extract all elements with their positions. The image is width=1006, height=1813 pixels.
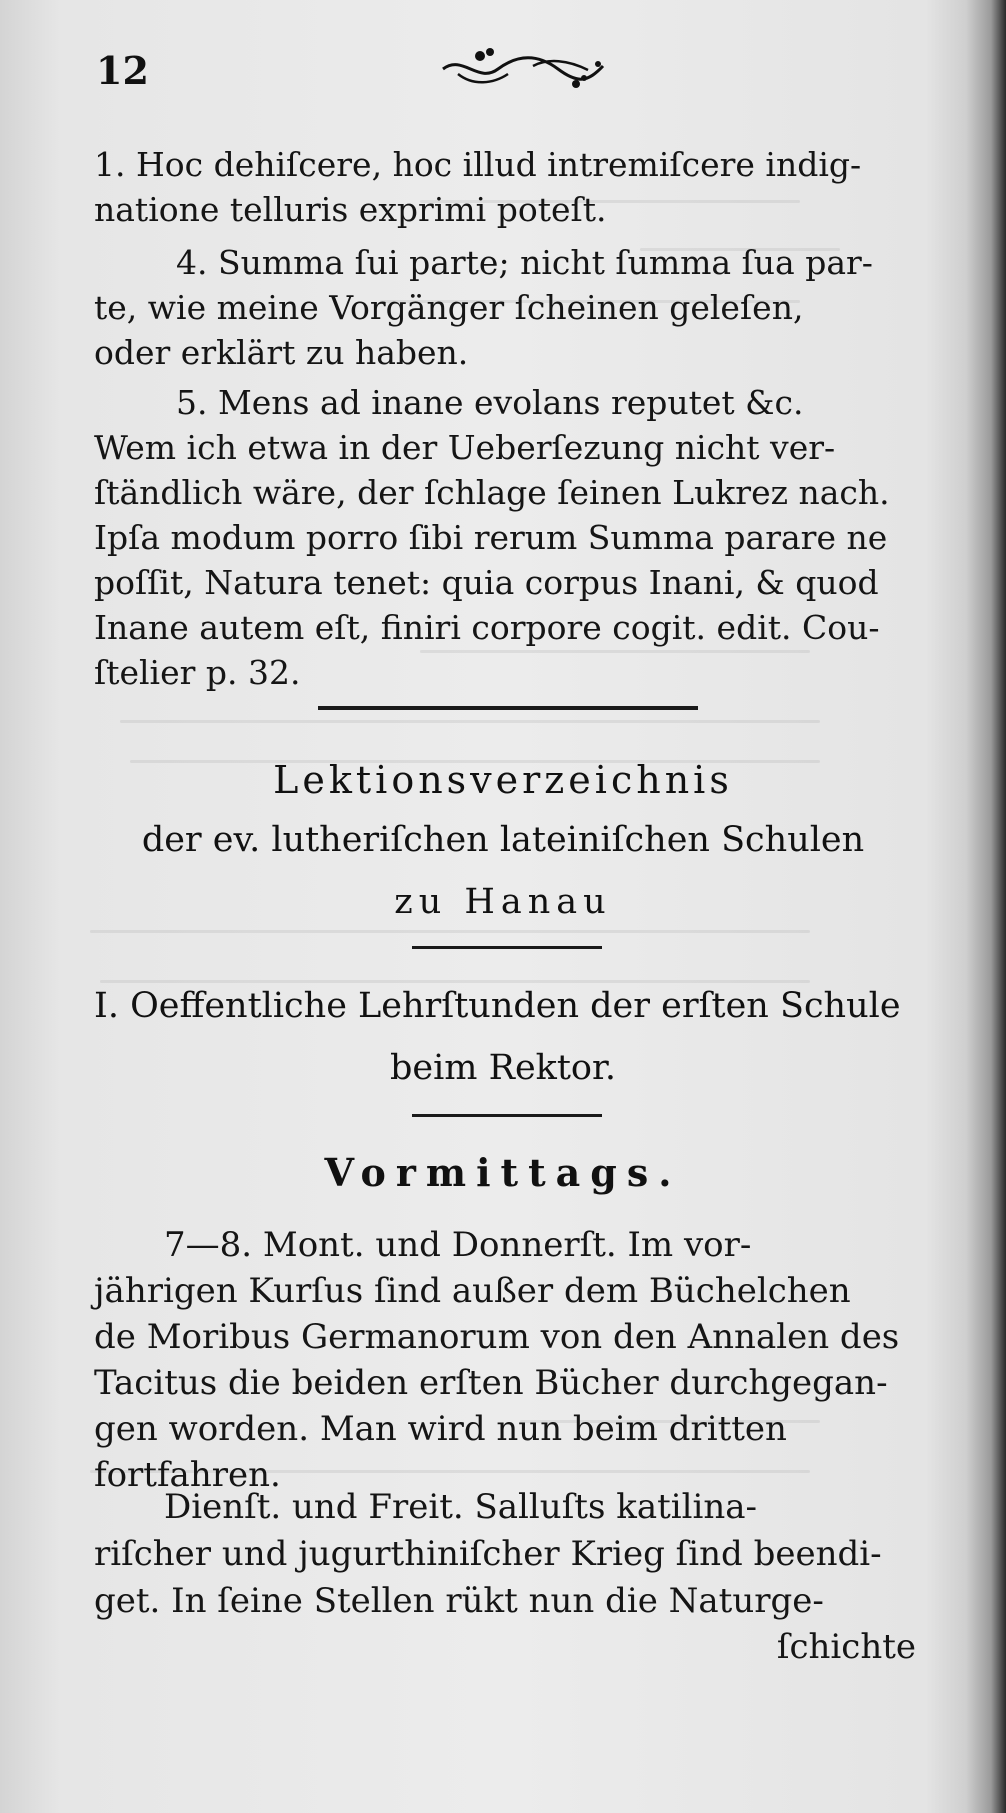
title-line-3: zu Hanau bbox=[394, 882, 612, 922]
note-5-line-7: ſtelier p. 32. bbox=[94, 653, 301, 692]
short-rule-2 bbox=[412, 1114, 602, 1117]
title-line-2: der ev. lutheriſchen lateiniſchen Schulen bbox=[141, 820, 865, 860]
paragraph-2-line-1: Dienſt. und Freit. Salluſts katilina- bbox=[164, 1487, 758, 1527]
note-5-line-4: Ipſa modum porro ſibi rerum Summa parare ne bbox=[94, 518, 888, 557]
note-5-line-3: ſtändlich wäre, der ſchlage ſeinen Lukrez nach. bbox=[94, 473, 890, 512]
note-5 bbox=[94, 380, 916, 695]
note-4-line-2: te, wie meine Vorgänger ſcheinen geleſen, bbox=[94, 288, 804, 327]
paragraph-2 bbox=[94, 1484, 916, 1625]
note-5-line-5: poſſit, Natura tenet: quia corpus Inani, & quod bbox=[94, 563, 879, 602]
paragraph-1-line-3: de Moribus Germanorum von den Annalen des bbox=[94, 1317, 900, 1357]
note-1 bbox=[94, 142, 916, 232]
paragraph-1-line-6: fortfahren. bbox=[94, 1455, 281, 1495]
note-1-line-1: 1. Hoc dehiſcere, hoc illud intremiſcere indig- bbox=[94, 145, 862, 184]
note-4 bbox=[94, 240, 916, 375]
section-heading-line-2: beim Rektor. bbox=[389, 1048, 617, 1088]
paragraph-2-line-3: get. In ſeine Stellen rükt nun die Naturge- bbox=[94, 1581, 824, 1621]
note-5-line-6: Inane autem eſt, finiri corpore cogit. edit. Cou- bbox=[94, 608, 880, 647]
paragraph-2-line-2: riſcher und jugurthiniſcher Krieg ſind beendi- bbox=[94, 1534, 882, 1574]
page-number: 12 bbox=[96, 48, 149, 93]
paragraph-1-line-1: 7—8. Mont. und Donnerſt. Im vor- bbox=[164, 1225, 752, 1265]
paragraph-1-line-2: jährigen Kurſus ſind außer dem Büchelchen bbox=[94, 1271, 851, 1311]
note-5-line-1: 5. Mens ad inane evolans reputet &c. bbox=[176, 383, 804, 422]
floral-ornament-icon bbox=[438, 44, 608, 94]
subheading: Vormittags. bbox=[324, 1150, 682, 1195]
catchword: ſchichte bbox=[776, 1627, 916, 1667]
short-rule bbox=[412, 946, 602, 949]
note-4-line-3: oder erklärt zu haben. bbox=[94, 333, 469, 372]
note-5-line-2: Wem ich etwa in der Ueberſezung nicht ver- bbox=[94, 428, 836, 467]
note-4-line-1: 4. Summa ſui parte; nicht ſumma ſua par- bbox=[176, 243, 873, 282]
divider-rule bbox=[318, 706, 698, 710]
paragraph-1-line-5: gen worden. Man wird nun beim dritten bbox=[94, 1409, 787, 1449]
paragraph-1 bbox=[94, 1222, 916, 1498]
title-line-1: Lektionsverzeichnis bbox=[273, 758, 733, 802]
paragraph-1-line-4: Tacitus die beiden erſten Bücher durchgegan- bbox=[94, 1363, 888, 1403]
section-heading-line-1: I. Oeffentliche Lehrſtunden der erſten Schule bbox=[94, 986, 901, 1026]
note-1-line-2: natione telluris exprimi poteſt. bbox=[94, 190, 607, 229]
